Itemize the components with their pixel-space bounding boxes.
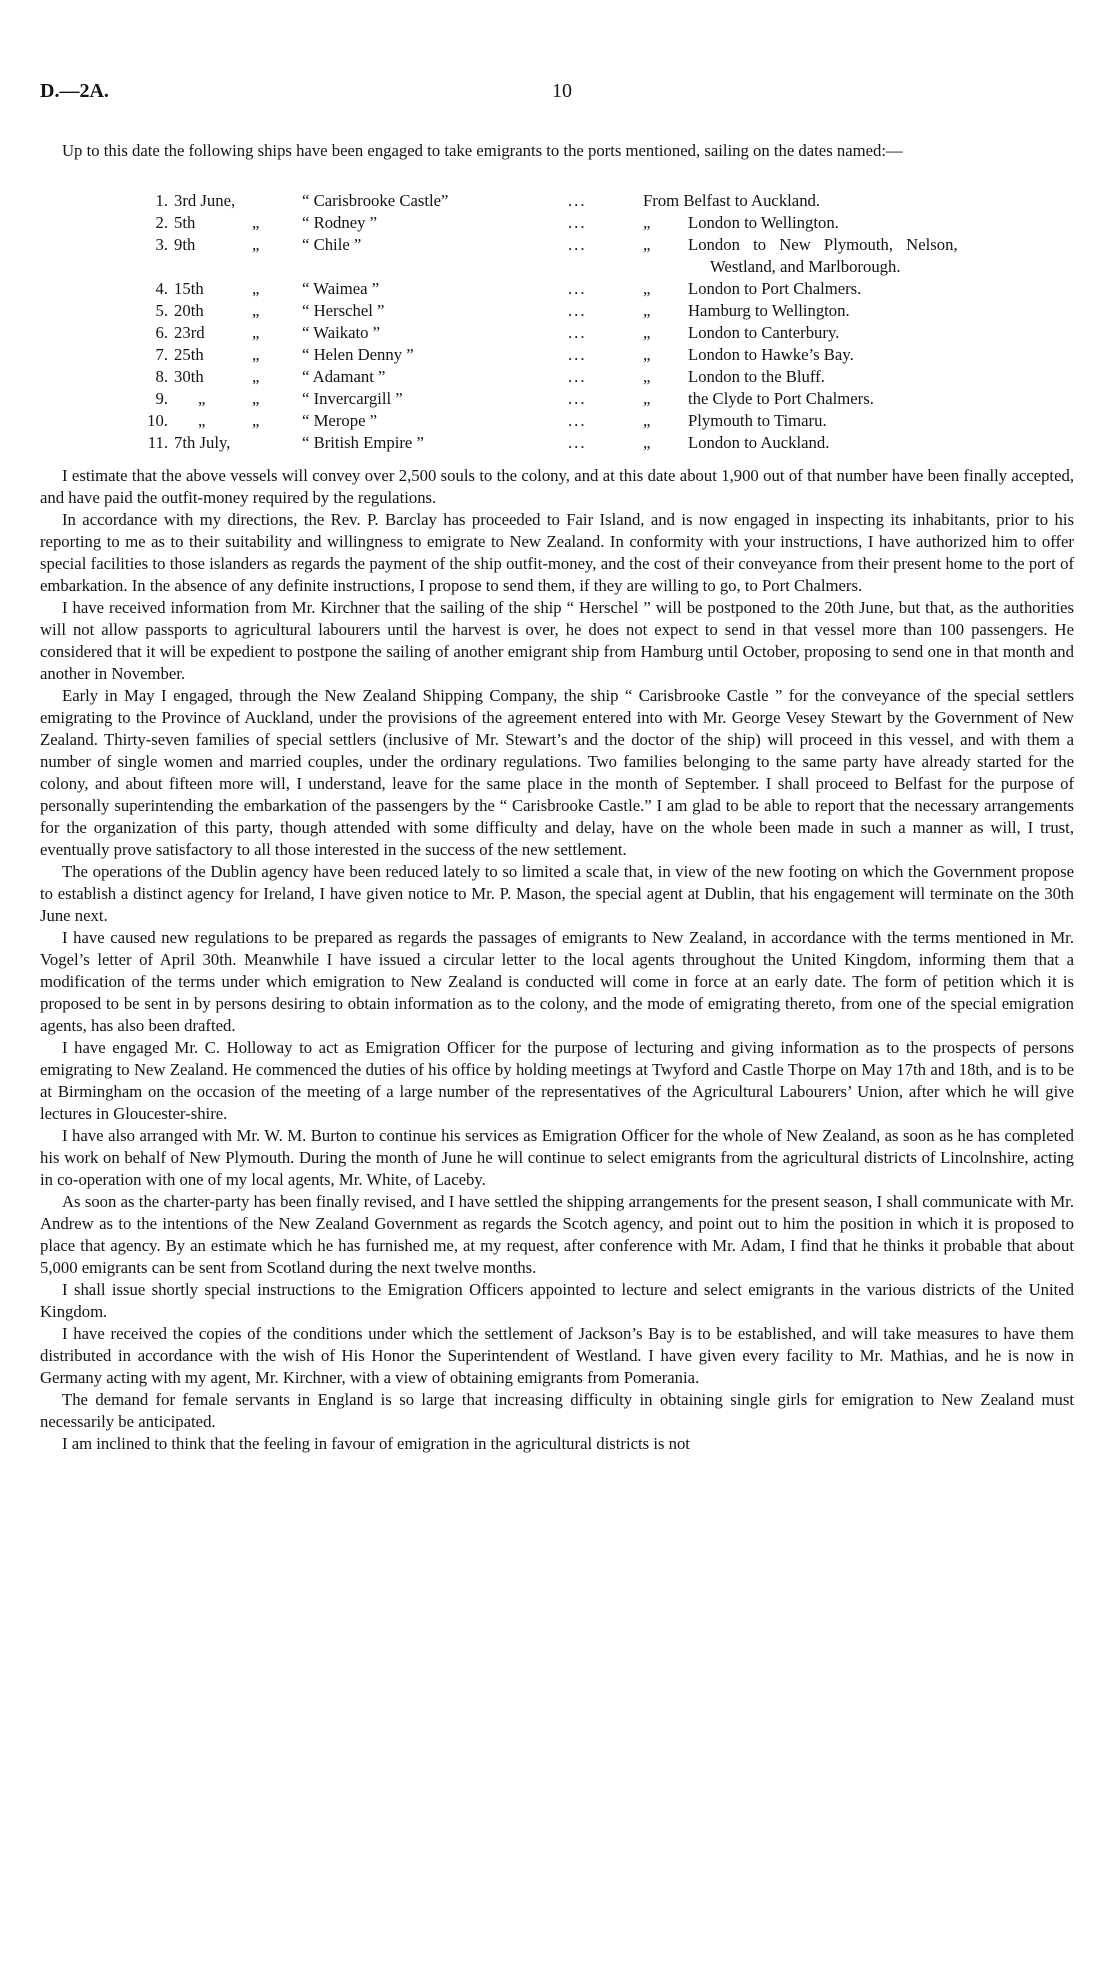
ship-row [40, 410, 1074, 432]
leader-dots: ... [568, 301, 587, 320]
paragraph: I have caused new regulations to be prepared as regards the passages of emigrants to New Zealand, in accordance with the terms mentioned in Mr. Vogel’s letter of April 30th. Meanwhile I have issued a circular letter to the local agents throughout the United Kingdom, informing them that a modification of the terms under which emigration to New Zealand is conducted will come in force at an early date. The form of petition which it is proposed to be sent in by persons desiring to obtain information as to the colony, and the mode of emigrating thereto, from one of the special emigration agents, has also been drafted. [40, 928, 1074, 1035]
leader-dots: ... [568, 411, 587, 430]
ditto-mark: „ [252, 389, 260, 408]
leader-dots: ... [568, 191, 587, 210]
ship-name: “ Rodney ” [302, 213, 378, 232]
paragraph: I have engaged Mr. C. Holloway to act as Emigration Officer for the purpose of lecturing and giving information as to the prospects of persons emigrating to New Zealand. He commenced the duties of his office by holding meetings at Twyford and Castle Thorpe on May 17th and 18th, and is to be at Birmingham on the occasion of the meeting of a large number of the representatives of the Agricultural Labourers’ Union, after which he will give lectures in Gloucester-shire. [40, 1038, 1074, 1123]
route: London to New Plymouth, Nelson, [688, 235, 958, 254]
ditto-mark: „ [252, 367, 260, 386]
sailing-date: 3rd June, [174, 191, 236, 210]
paragraph: In accordance with my directions, the Rev. P. Barclay has proceeded to Fair Island, and is now engaged in inspecting its inhabitants, prior to his reporting to me as to their suitability and willingness to emigrate to New Zealand. In conformity with your instructions, I have authorized him to offer special facilities to those islanders as regards the payment of the ship outfit-money, and the cost of their conveyance from their present home to the port of embarkation. In the absence of any definite instructions, I propose to send them, if they are willing to go, to Port Chalmers. [40, 510, 1074, 595]
leader-dots: ... [568, 389, 587, 408]
page-number: 10 [552, 80, 572, 102]
sailing-date: 7th July, [174, 433, 231, 452]
ship-number: 6. [155, 323, 168, 342]
route-prefix: „ [643, 323, 651, 342]
route-prefix: „ [643, 367, 651, 386]
ship-number: 10. [147, 411, 168, 430]
ship-row [40, 190, 1074, 212]
route: London to Port Chalmers. [688, 279, 862, 298]
sailing-date: 23rd [174, 323, 205, 342]
ship-number: 4. [155, 279, 168, 298]
leader-dots: ... [568, 279, 587, 298]
route-prefix: „ [643, 345, 651, 364]
paragraph: Early in May I engaged, through the New Zealand Shipping Company, the ship “ Carisbrooke Castle ” for the conveyance of the special settlers emigrating to the Province of Auckland, under the provisions of the agreement entered into with Mr. George Vesey Stewart by the Government of New Zealand. Thirty-seven families of special settlers (inclusive of Mr. Stewart’s and the doctor of the ship) will proceed in this vessel, and with them a number of single women and married couples, under the ordinary regulations. Two families belonging to the same party have already started for the colony, and about fifteen more will, I understand, leave for the same place in the month of September. I shall proceed to Belfast for the purpose of personally superintending the embarkation of the passengers by the “ Carisbrooke Castle.” I am glad to be able to report that the necessary arrangements for the organization of this party, though attended with some difficulty and delay, have on the whole been made in such a manner as will, I trust, eventually prove satisfactory to all those interested in the success of the new settlement. [40, 686, 1074, 859]
ship-name: “ Adamant ” [302, 367, 386, 386]
route: London to Wellington. [688, 213, 839, 232]
leader-dots: ... [568, 323, 587, 342]
leader-dots: ... [568, 367, 587, 386]
ship-name: “ Waikato ” [302, 323, 381, 342]
ship-number: 11. [147, 433, 168, 452]
route: the Clyde to Port Chalmers. [688, 389, 874, 408]
route-continued: Westland, and Marlborough. [710, 257, 901, 276]
sailing-date: 20th [174, 301, 204, 320]
ship-name: “ Merope ” [302, 411, 378, 430]
ship-number: 8. [155, 367, 168, 386]
ditto-mark: „ [252, 345, 260, 364]
ditto-mark: „ [252, 235, 260, 254]
route-prefix: „ [643, 235, 651, 254]
ship-name: “ Waimea ” [302, 279, 380, 298]
route-prefix: „ [643, 433, 651, 452]
ship-row [40, 388, 1074, 410]
ship-name: “ Helen Denny ” [302, 345, 414, 364]
paragraph: I have received information from Mr. Kirchner that the sailing of the ship “ Herschel ” will be postponed to the 20th June, but that, as the authorities will not allow passports to agricultural labourers until the harvest is over, he does not expect to send in that vessel more than 100 passengers. He considered that it will be expedient to postpone the sailing of another emigrant ship from Hamburg until October, proposing to send one in that month and another in November. [40, 598, 1074, 683]
ditto-mark: „ [252, 213, 260, 232]
route: Plymouth to Timaru. [688, 411, 827, 430]
ship-row [40, 344, 1074, 366]
sailing-date: „ [198, 411, 206, 430]
leader-dots: ... [568, 213, 587, 232]
ship-number: 9. [155, 389, 168, 408]
ship-name: “ British Empire ” [302, 433, 424, 452]
ship-number: 5. [155, 301, 168, 320]
ship-row [40, 432, 1074, 454]
intro-text: Up to this date the following ships have been engaged to take emigrants to the ports mentioned, sailing on the dates named:— [62, 141, 903, 160]
ditto-mark: „ [252, 279, 260, 298]
paragraph: I am inclined to think that the feeling in favour of emigration in the agricultural districts is not [62, 1434, 690, 1453]
sailing-date: 30th [174, 367, 204, 386]
route: London to Canterbury. [688, 323, 840, 342]
route: London to Auckland. [688, 433, 830, 452]
ship-name: “ Invercargill ” [302, 389, 403, 408]
leader-dots: ... [568, 235, 587, 254]
ship-row [40, 278, 1074, 300]
sailing-date: „ [198, 389, 206, 408]
leader-dots: ... [568, 433, 587, 452]
sailing-date: 5th [174, 213, 196, 232]
route: Belfast to Auckland. [683, 191, 821, 210]
ship-number: 3. [155, 235, 168, 254]
route: London to the Bluff. [688, 367, 825, 386]
route-prefix: „ [643, 279, 651, 298]
sailing-date: 9th [174, 235, 196, 254]
sailing-date: 25th [174, 345, 204, 364]
paragraph: As soon as the charter-party has been finally revised, and I have settled the shipping arrangements for the present season, I shall communicate with Mr. Andrew as to the intentions of the New Zealand Government as regards the Scotch agency, and point out to him the position in which it is proposed to place that agency. By an estimate which he has furnished me, at my request, after conference with Mr. Adam, I find that he thinks it probable that about 5,000 emigrants can be sent from Scotland during the next twelve months. [40, 1192, 1074, 1277]
route-prefix: From [643, 191, 680, 210]
route-prefix: „ [643, 389, 651, 408]
route: Hamburg to Wellington. [688, 301, 850, 320]
ship-number: 7. [155, 345, 168, 364]
paragraph: I have also arranged with Mr. W. M. Burton to continue his services as Emigration Officer for the whole of New Zealand, as soon as he has completed his work on behalf of New Plymouth. During the month of June he will continue to select emigrants from the agricultural districts of Lincolnshire, acting in co-operation with one of my local agents, Mr. White, of Laceby. [40, 1126, 1074, 1189]
ship-row [40, 300, 1074, 322]
route-prefix: „ [643, 213, 651, 232]
ditto-mark: „ [252, 323, 260, 342]
ship-row [40, 366, 1074, 388]
ship-number: 1. [155, 191, 168, 210]
ship-row [40, 234, 1074, 278]
paragraph: The operations of the Dublin agency have been reduced lately to so limited a scale that, in view of the new footing on which the Government propose to establish a distinct agency for Ireland, I have given notice to Mr. P. Mason, the special agent at Dublin, that his engagement will terminate on the 30th June next. [40, 862, 1074, 925]
page-header [40, 80, 1074, 110]
ship-name: “ Chile ” [302, 235, 362, 254]
ditto-mark: „ [252, 301, 260, 320]
paragraph: The demand for female servants in England is so large that increasing difficulty in obtaining single girls for emigration to New Zealand must necessarily be anticipated. [40, 1390, 1074, 1431]
route-prefix: „ [643, 411, 651, 430]
paragraph: I estimate that the above vessels will convey over 2,500 souls to the colony, and at this date about 1,900 out of that number have been finally accepted, and have paid the outfit-money required by the regulations. [40, 466, 1074, 507]
paragraph: I shall issue shortly special instructions to the Emigration Officers appointed to lecture and select emigrants in the various districts of the United Kingdom. [40, 1280, 1074, 1321]
ship-name: “ Herschel ” [302, 301, 385, 320]
document-reference: D.—2A. [40, 80, 109, 102]
ship-row [40, 212, 1074, 234]
ditto-mark: „ [252, 411, 260, 430]
ship-name: “ Carisbrooke Castle” [302, 191, 449, 210]
sailing-date: 15th [174, 279, 204, 298]
intro-paragraph [40, 140, 1074, 162]
ship-number: 2. [155, 213, 168, 232]
paragraph: I have received the copies of the conditions under which the settlement of Jackson’s Bay is to be established, and will take measures to have them distributed in accordance with the wish of His Honor the Superintendent of Westland. I have given every facility to Mr. Mathias, and he is now in Germany acting with my agent, Mr. Kirchner, with a view of obtaining emigrants from Pomerania. [40, 1324, 1074, 1387]
route: London to Hawke’s Bay. [688, 345, 854, 364]
ship-list [40, 190, 1074, 454]
route-prefix: „ [643, 301, 651, 320]
ship-row [40, 322, 1074, 344]
leader-dots: ... [568, 345, 587, 364]
body-paragraphs [40, 465, 1074, 1455]
